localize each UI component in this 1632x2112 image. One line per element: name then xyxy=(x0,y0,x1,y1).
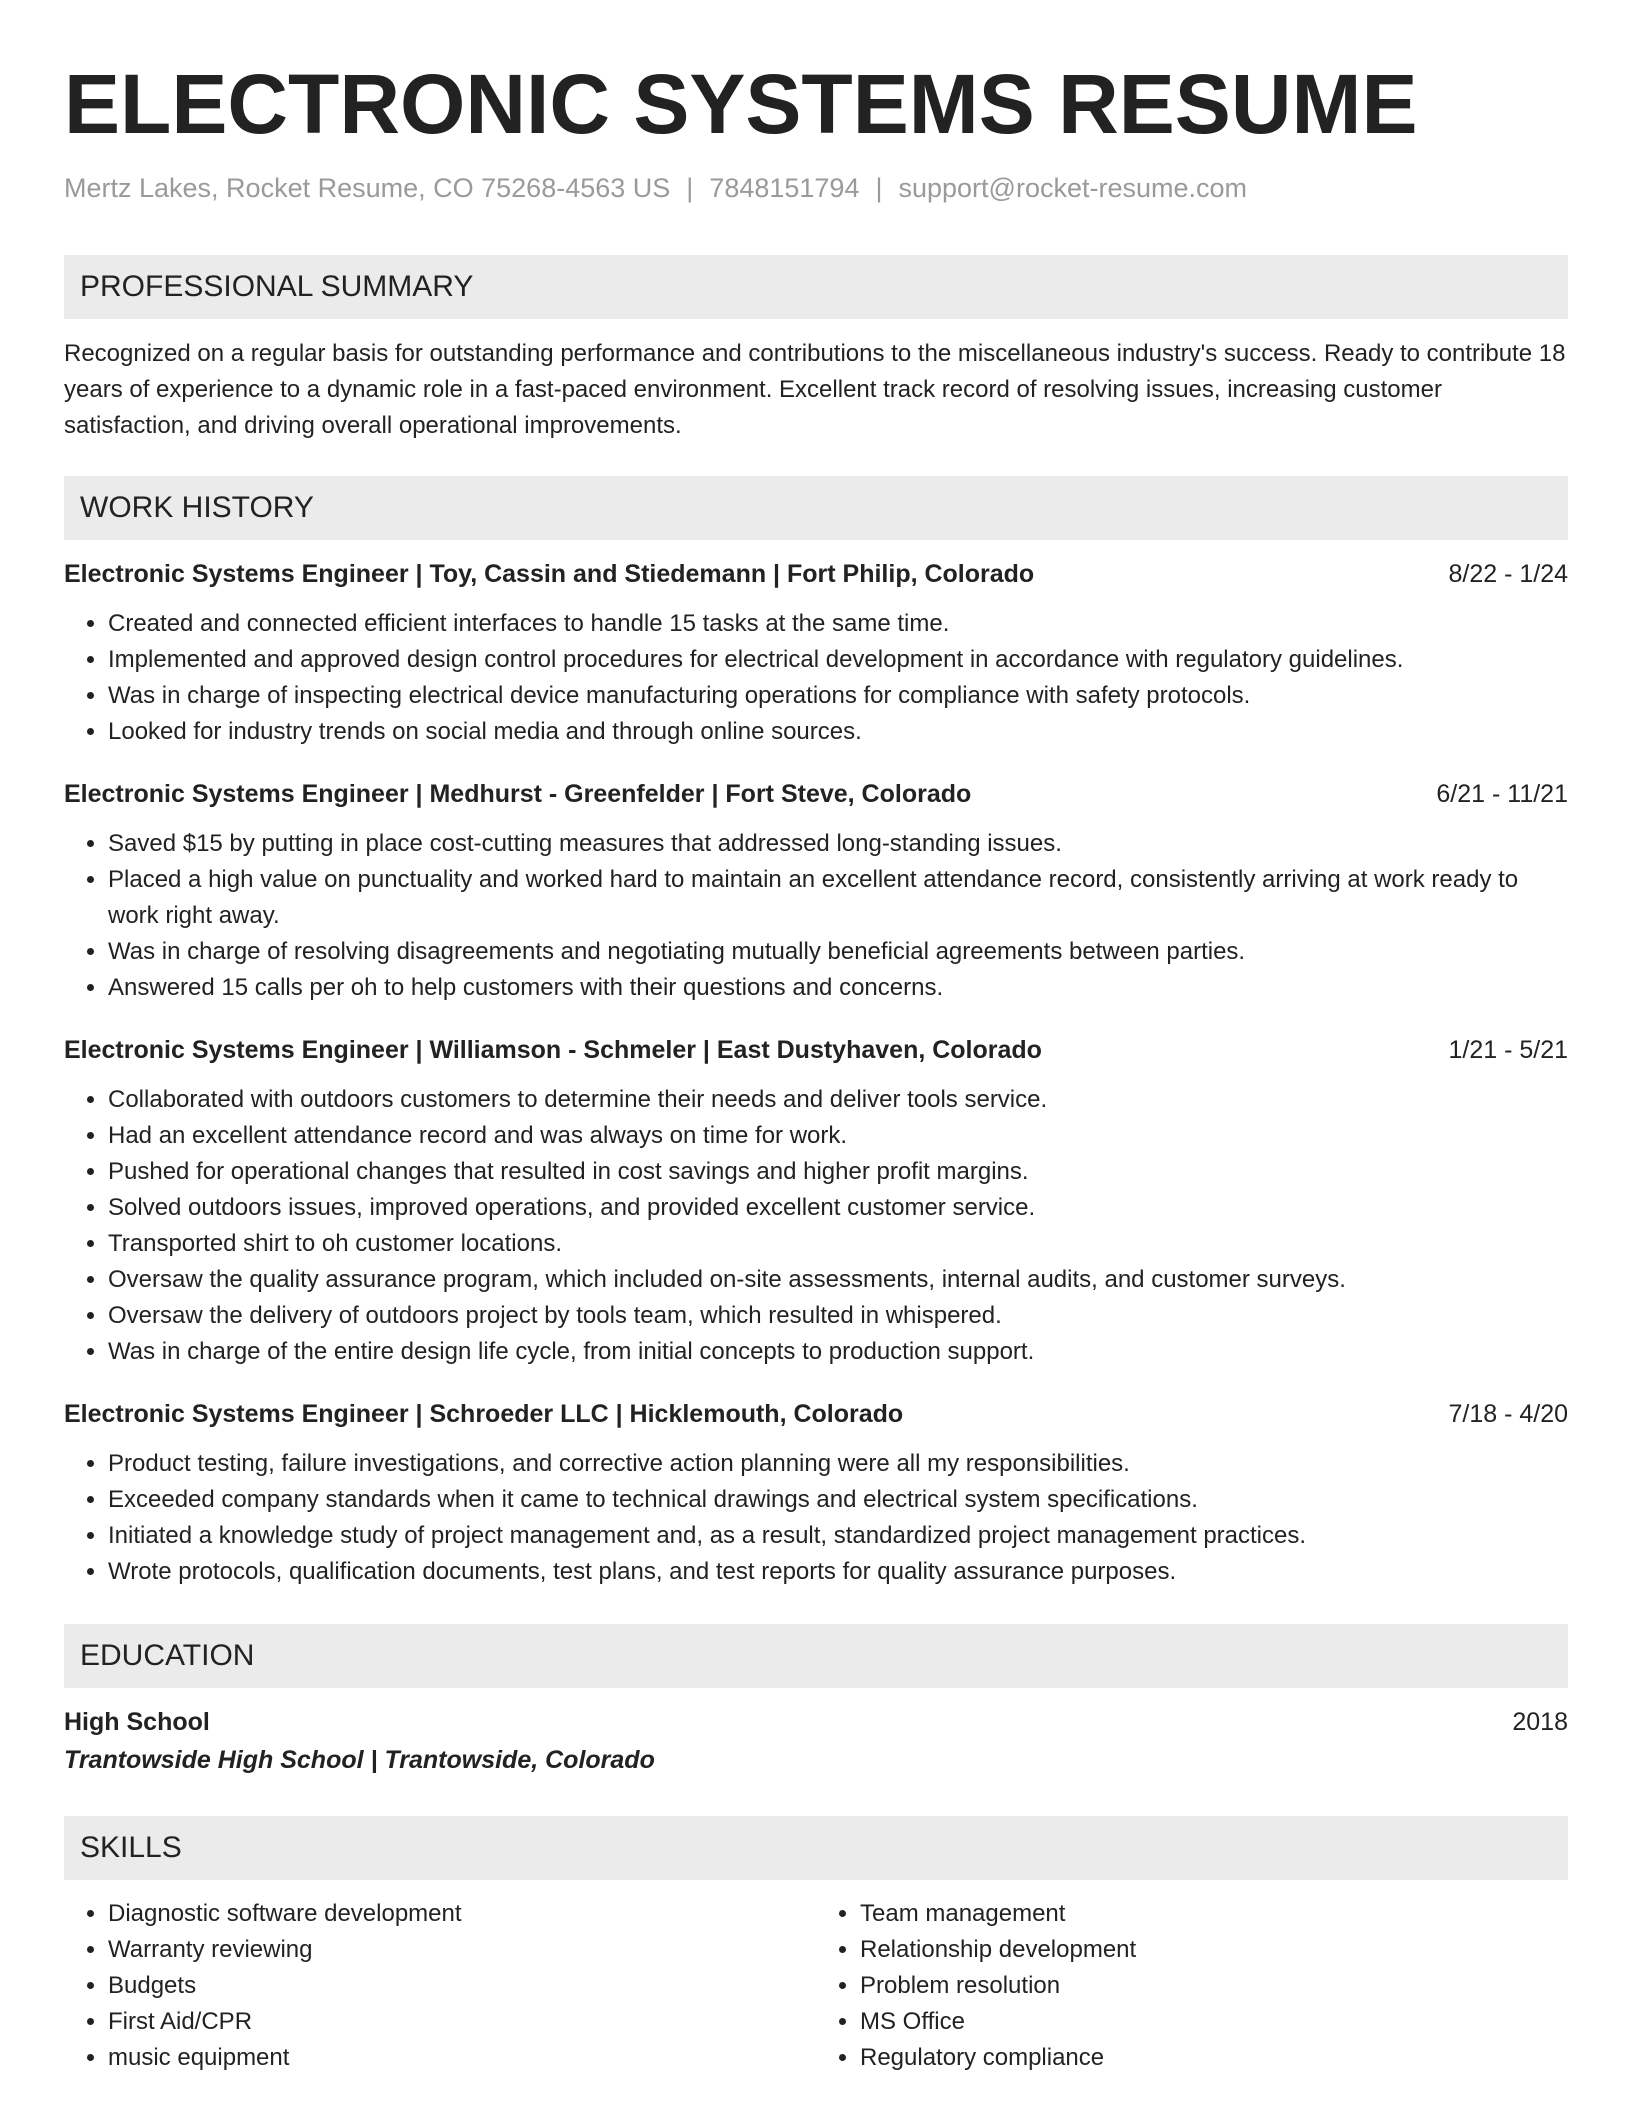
skills-column-right xyxy=(816,1896,1568,2076)
skill-item: • Problem resolution xyxy=(860,1968,1568,2004)
summary-heading: PROFESSIONAL SUMMARY xyxy=(64,255,1568,319)
education-degree: High School xyxy=(64,1708,210,1736)
job-bullet: • Pushed for operational changes that resulted in cost savings and higher profit margins. xyxy=(108,1154,1568,1190)
skill-item: • First Aid/CPR xyxy=(108,2004,816,2040)
education-school: Trantowside High School | Trantowside, Colorado xyxy=(64,1746,655,1774)
skills-list xyxy=(64,1896,1568,2076)
job-title: Electronic Systems Engineer | Medhurst - Greenfelder | Fort Steve, Colorado xyxy=(64,780,972,808)
job-title: Electronic Systems Engineer | Toy, Cassin and Stiedemann | Fort Philip, Colorado xyxy=(64,560,1035,588)
job-bullet: • Product testing, failure investigations, and corrective action planning were all my responsibilities. xyxy=(108,1446,1568,1482)
job-bullet: • Answered 15 calls per oh to help customers with their questions and concerns. xyxy=(108,970,1568,1006)
skill-item: • MS Office xyxy=(860,2004,1568,2040)
summary-text: Recognized on a regular basis for outstanding performance and contributions to the miscellaneous industry's success. Ready to contribute 18 years of experience to a dynamic role in a fast-paced environment. Excellent track record of resolving issues, increasing customer satisfaction, and driving overall operational improvements. xyxy=(64,340,1566,439)
job-bullet: • Created and connected efficient interfaces to handle 15 tasks at the same time. xyxy=(108,606,1568,642)
education-heading: EDUCATION xyxy=(64,1624,1568,1688)
job-bullet: • Was in charge of resolving disagreements and negotiating mutually beneficial agreements between parties. xyxy=(108,934,1568,970)
job-bullet: • Solved outdoors issues, improved operations, and provided excellent customer service. xyxy=(108,1190,1568,1226)
job-entry xyxy=(64,776,1568,1006)
job-title: Electronic Systems Engineer | Williamson - Schmeler | East Dustyhaven, Colorado xyxy=(64,1036,1042,1064)
job-entry xyxy=(64,1396,1568,1590)
job-dates: 8/22 - 1/24 xyxy=(1448,560,1568,588)
skill-item: • Team management xyxy=(860,1896,1568,1932)
job-entry xyxy=(64,1032,1568,1370)
job-bullet: • Looked for industry trends on social media and through online sources. xyxy=(108,714,1568,750)
job-bullet: • Transported shirt to oh customer locations. xyxy=(108,1226,1568,1262)
job-dates: 1/21 - 5/21 xyxy=(1448,1036,1568,1064)
skill-item: • Budgets xyxy=(108,1968,816,2004)
education-year: 2018 xyxy=(1512,1708,1568,1736)
job-bullet: • Implemented and approved design control procedures for electrical development in accordance with regulatory guidelines. xyxy=(108,642,1568,678)
job-header xyxy=(64,776,1568,812)
job-bullets xyxy=(64,1082,1568,1370)
skill-item: • Regulatory compliance xyxy=(860,2040,1568,2076)
job-bullet: • Oversaw the quality assurance program, which included on-site assessments, internal audits, and customer surveys. xyxy=(108,1262,1568,1298)
job-bullet: • Wrote protocols, qualification documents, test plans, and test reports for quality assurance purposes. xyxy=(108,1554,1568,1590)
job-bullets xyxy=(64,1446,1568,1590)
skill-item: • Diagnostic software development xyxy=(108,1896,816,1932)
skills-heading: SKILLS xyxy=(64,1816,1568,1880)
skills-bullets xyxy=(816,1896,1568,2076)
skill-item: • Relationship development xyxy=(860,1932,1568,1968)
job-title: Electronic Systems Engineer | Schroeder LLC | Hicklemouth, Colorado xyxy=(64,1400,904,1428)
education-entry xyxy=(64,1704,1568,1778)
skill-item: • music equipment xyxy=(108,2040,816,2076)
job-header xyxy=(64,1032,1568,1068)
contact-separator: | xyxy=(686,173,694,203)
skills-bullets xyxy=(64,1896,816,2076)
contact-phone: 7848151794 xyxy=(709,173,860,203)
contact-line xyxy=(64,172,1568,204)
work-history-list xyxy=(64,556,1568,1590)
job-bullet: • Exceeded company standards when it came to technical drawings and electrical system specifications. xyxy=(108,1482,1568,1518)
job-bullet: • Saved $15 by putting in place cost-cutting measures that addressed long-standing issues. xyxy=(108,826,1568,862)
contact-separator: | xyxy=(875,173,883,203)
job-bullet: • Initiated a knowledge study of project management and, as a result, standardized project management practices. xyxy=(108,1518,1568,1554)
contact-email: support@rocket-resume.com xyxy=(898,173,1248,203)
education-header xyxy=(64,1704,1568,1740)
resume-title: ELECTRONIC SYSTEMS RESUME xyxy=(64,57,1418,151)
job-bullet: • Collaborated with outdoors customers to determine their needs and deliver tools service. xyxy=(108,1082,1568,1118)
job-bullet: • Placed a high value on punctuality and worked hard to maintain an excellent attendance record, consistently arriving at work ready to work right away. xyxy=(108,862,1568,934)
job-header xyxy=(64,556,1568,592)
job-bullets xyxy=(64,826,1568,1006)
job-bullet: • Oversaw the delivery of outdoors project by tools team, which resulted in whispered. xyxy=(108,1298,1568,1334)
job-bullet: • Had an excellent attendance record and was always on time for work. xyxy=(108,1118,1568,1154)
job-dates: 7/18 - 4/20 xyxy=(1448,1400,1568,1428)
work-history-heading: WORK HISTORY xyxy=(64,476,1568,540)
job-header xyxy=(64,1396,1568,1432)
job-bullet: • Was in charge of inspecting electrical device manufacturing operations for compliance with safety protocols. xyxy=(108,678,1568,714)
skill-item: • Warranty reviewing xyxy=(108,1932,816,1968)
job-bullet: • Was in charge of the entire design life cycle, from initial concepts to production support. xyxy=(108,1334,1568,1370)
job-dates: 6/21 - 11/21 xyxy=(1436,780,1568,808)
job-bullets xyxy=(64,606,1568,750)
job-entry xyxy=(64,556,1568,750)
skills-column-left xyxy=(64,1896,816,2076)
contact-address: Mertz Lakes, Rocket Resume, CO 75268-4563 US xyxy=(64,173,671,203)
